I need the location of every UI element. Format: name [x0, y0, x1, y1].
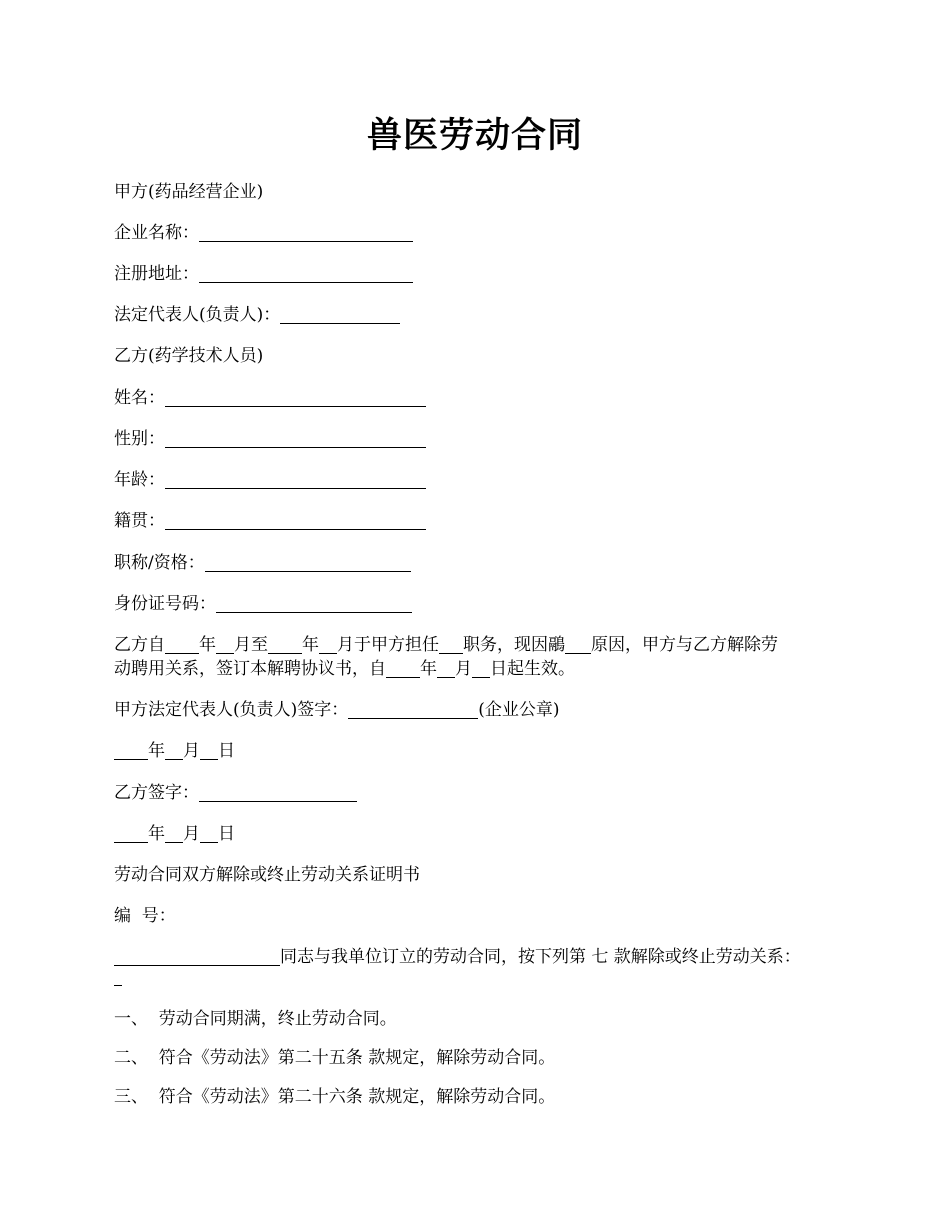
- certificate-title: 劳动合同双方解除或终止劳动关系证明书: [114, 865, 420, 885]
- clause-text: 原因，甲方与乙方解除劳: [591, 635, 778, 655]
- date-text: 月: [183, 824, 200, 844]
- party-b-signature-label: 乙方签字：: [114, 783, 199, 803]
- stray-underline: [114, 985, 122, 986]
- id-number-label: 身份证号码：: [114, 594, 216, 614]
- age-row: [114, 468, 426, 492]
- effective-month-blank[interactable]: [437, 659, 455, 678]
- name-label: 姓名：: [114, 388, 165, 408]
- age-label: 年龄：: [114, 470, 165, 490]
- id-number-row: [114, 592, 412, 616]
- effective-year-blank[interactable]: [386, 659, 420, 678]
- party-a-signature-label: 甲方法定代表人(负责人)签字：: [114, 700, 349, 720]
- legal-rep-blank[interactable]: [280, 305, 400, 324]
- name-blank[interactable]: [165, 388, 426, 407]
- party-b-signature-blank[interactable]: [199, 783, 357, 802]
- address-blank[interactable]: [199, 264, 413, 283]
- origin-label: 籍贯：: [114, 511, 165, 531]
- name-row: [114, 386, 426, 410]
- gender-blank[interactable]: [165, 429, 426, 448]
- clause-line-1: [114, 633, 778, 657]
- clause-text: 年: [420, 659, 437, 679]
- position-blank[interactable]: [439, 635, 463, 654]
- start-month-blank[interactable]: [216, 635, 234, 654]
- address-label: 注册地址：: [114, 264, 199, 284]
- date-text: 日: [218, 824, 235, 844]
- age-blank[interactable]: [165, 470, 426, 489]
- party-a-signature-blank[interactable]: [348, 700, 478, 719]
- effective-day-blank[interactable]: [472, 659, 490, 678]
- clause-text: 职务，现因鷊: [463, 635, 565, 655]
- certificate-item: 三、 符合《劳动法》第二十六条 款规定，解除劳动合同。: [114, 1087, 556, 1107]
- party-b-heading: 乙方(药学技术人员): [114, 346, 264, 366]
- company-name-label: 企业名称：: [114, 223, 199, 243]
- date-text: 月: [183, 741, 200, 761]
- address-row: [114, 262, 413, 286]
- party-a-signature-row: [114, 698, 560, 722]
- clause-text: 月于甲方担任: [337, 635, 439, 655]
- party-a-month-blank[interactable]: [165, 741, 183, 760]
- clause-text: 年: [302, 635, 319, 655]
- date-text: 年: [148, 741, 165, 761]
- clause-text: 乙方自: [114, 635, 165, 655]
- legal-rep-row: [114, 303, 400, 327]
- gender-row: [114, 427, 426, 451]
- start-year-blank[interactable]: [165, 635, 199, 654]
- company-name-row: [114, 221, 413, 245]
- origin-row: [114, 509, 426, 533]
- id-number-blank[interactable]: [216, 594, 412, 613]
- document-title: 兽医劳动合同: [366, 115, 583, 156]
- reason-blank[interactable]: [565, 635, 591, 654]
- party-b-year-blank[interactable]: [114, 824, 148, 843]
- end-month-blank[interactable]: [319, 635, 337, 654]
- party-b-month-blank[interactable]: [165, 824, 183, 843]
- party-a-year-blank[interactable]: [114, 741, 148, 760]
- party-b-signature-row: [114, 781, 357, 805]
- certificate-item: 一、 劳动合同期满，终止劳动合同。: [114, 1009, 397, 1029]
- clause-text: 月: [455, 659, 472, 679]
- certificate-statement-row: [114, 945, 801, 969]
- gender-label: 性别：: [114, 429, 165, 449]
- legal-rep-label: 法定代表人(负责人)：: [114, 305, 281, 325]
- certificate-item: 二、 符合《劳动法》第二十五条 款规定，解除劳动合同。: [114, 1048, 556, 1068]
- clause-text: 动聘用关系，签订本解聘协议书，自: [114, 659, 386, 679]
- party-b-date-row: [114, 822, 235, 846]
- clause-line-2: [114, 657, 575, 681]
- party-a-date-row: [114, 739, 235, 763]
- origin-blank[interactable]: [165, 511, 426, 530]
- clause-text: 月至: [234, 635, 268, 655]
- date-text: 年: [148, 824, 165, 844]
- job-title-row: [114, 551, 411, 575]
- clause-text: 年: [199, 635, 216, 655]
- company-seal-label: (企业公章): [478, 700, 560, 720]
- clause-text: 日起生效。: [490, 659, 575, 679]
- employee-name-blank[interactable]: [114, 947, 280, 966]
- party-a-heading: 甲方(药品经营企业): [114, 182, 264, 202]
- job-title-blank[interactable]: [205, 553, 411, 572]
- end-year-blank[interactable]: [268, 635, 302, 654]
- certificate-statement: 同志与我单位订立的劳动合同，按下列第 七 款解除或终止劳动关系：: [280, 947, 801, 967]
- certificate-number-label: 编 号：: [114, 906, 176, 926]
- party-a-day-blank[interactable]: [200, 741, 218, 760]
- job-title-label: 职称/资格：: [114, 553, 205, 573]
- party-b-day-blank[interactable]: [200, 824, 218, 843]
- company-name-blank[interactable]: [199, 223, 413, 242]
- date-text: 日: [218, 741, 235, 761]
